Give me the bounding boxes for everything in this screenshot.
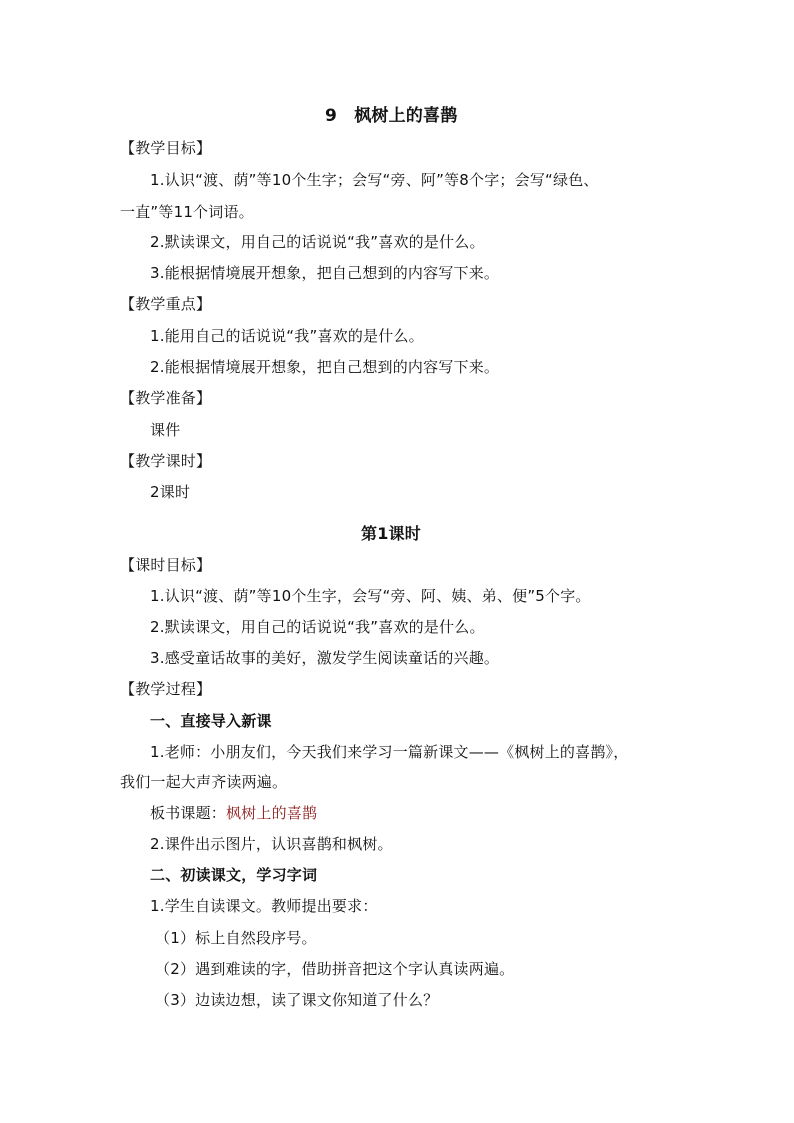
goal-item-3: 3.能根据情境展开想象，把自己想到的内容写下来。: [150, 264, 500, 282]
period-1-title: 第1课时: [361, 524, 421, 543]
period-goal-3: 3.感受童话故事的美好，激发学生阅读童话的兴趣。: [150, 649, 500, 667]
heading-preparation: 【教学准备】: [120, 389, 212, 407]
part1-heading: 一、直接导入新课: [150, 712, 272, 730]
part2-req-2: （2）遇到难读的字，借助拼音把这个字认真读两遍。: [155, 960, 515, 978]
part2-heading: 二、初读课文，学习字词: [150, 866, 318, 884]
period-goal-1: 1.认识“渡、荫”等10个生字，会写“旁、阿、姨、弟、便”5个字。: [150, 587, 591, 605]
heading-periods: 【教学课时】: [120, 452, 212, 470]
part2-line-1: 1.学生自读课文。教师提出要求：: [150, 897, 378, 915]
periods-content: 2课时: [150, 483, 191, 501]
period-goal-2: 2.默读课文，用自己的话说说“我”喜欢的是什么。: [150, 618, 485, 636]
goal-item-2: 2.默读课文，用自己的话说说“我”喜欢的是什么。: [150, 233, 485, 251]
goal-item-1-cont: 一直”等11个词语。: [120, 203, 254, 221]
part2-req-3: （3）边读边想，读了课文你知道了什么？: [155, 991, 439, 1009]
part2-req-1: （1）标上自然段序号。: [155, 929, 317, 947]
heading-period-goals: 【课时目标】: [120, 556, 212, 574]
key-point-1: 1.能用自己的话说说“我”喜欢的是什么。: [150, 327, 424, 345]
part1-line-1: 1.老师：小朋友们，今天我们来学习一篇新课文——《枫树上的喜鹊》，: [150, 743, 629, 761]
part1-line-2: 2.课件出示图片，认识喜鹊和枫树。: [150, 835, 393, 853]
heading-goals: 【教学目标】: [120, 139, 212, 157]
heading-key-points: 【教学重点】: [120, 295, 212, 313]
lesson-title: 9 枫树上的喜鹊: [325, 106, 458, 126]
board-title-text: 枫树上的喜鹊: [226, 804, 318, 822]
preparation-content: 课件: [150, 421, 181, 439]
key-point-2: 2.能根据情境展开想象，把自己想到的内容写下来。: [150, 358, 500, 376]
heading-process: 【教学过程】: [120, 680, 212, 698]
goal-item-1: 1.认识“渡、荫”等10个生字；会写“旁、阿”等8个字；会写“绿色、: [150, 171, 599, 189]
part1-line-1-cont: 我们一起大声齐读两遍。: [120, 773, 288, 791]
board-title-label: 板书课题：: [150, 804, 227, 822]
board-title-line: [150, 803, 317, 823]
